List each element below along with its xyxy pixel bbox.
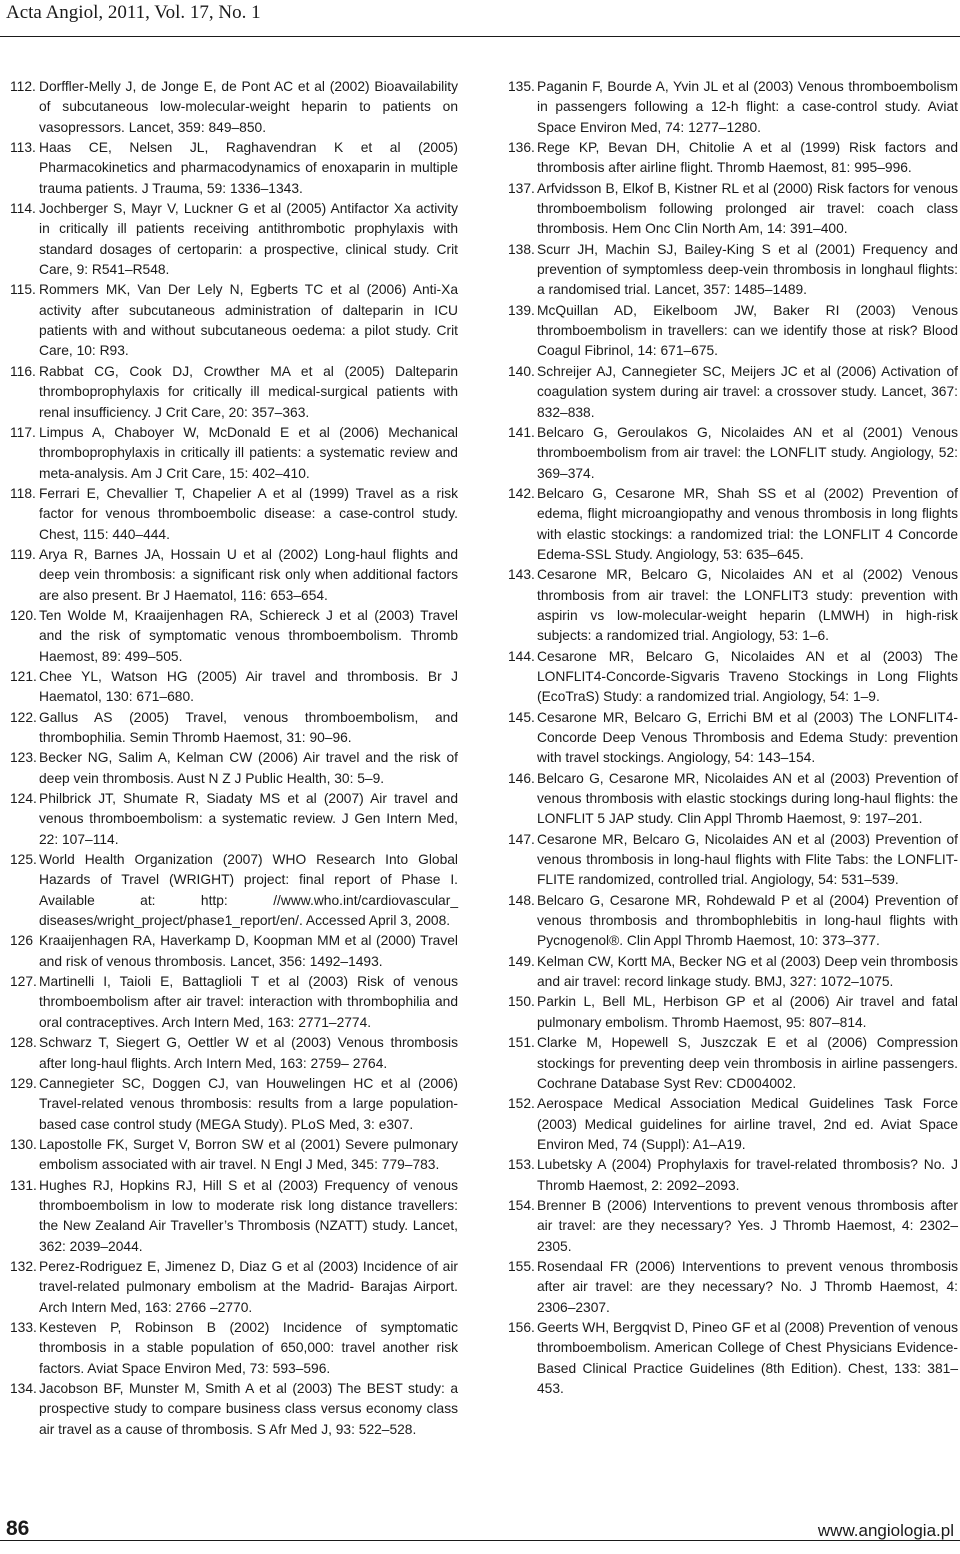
reference-text: Chee YL, Watson HG (2005) Air travel and thrombosis. Br J Haematol, 130: 671–680. — [39, 668, 458, 705]
reference-entry — [10, 667, 458, 708]
reference-number: 128. — [10, 1035, 37, 1051]
reference-text: Perez-Rodriguez E, Jimenez D, Diaz G et al (2003) Incidence of air travel-related pulmonary embolism at the Madrid- Barajas Airport. Arch Intern Med, 163: 2766 –2770. — [39, 1258, 458, 1315]
reference-entry — [508, 769, 958, 830]
reference-number: 132. — [10, 1258, 37, 1274]
reference-text: Schwarz T, Siegert G, Oettler W et al (2003) Venous thrombosis after long-haul flights. Arch Intern Med, 163: 2759– 2764. — [39, 1035, 458, 1071]
reference-entry — [10, 138, 458, 199]
reference-text: Scurr JH, Machin SJ, Bailey-King S et al (2001) Frequency and prevention of symptomless deep-vein thrombosis in longhaul flights: a randomised trial. Lancet, 357: 1485–1489. — [537, 241, 958, 298]
reference-entry — [508, 301, 958, 362]
reference-text: Brenner B (2006) Interventions to prevent venous thrombosis after air travel: are they necessary? Yes. J Thromb Haemost, 4: 2302–2305. — [537, 1197, 958, 1254]
reference-entry — [10, 77, 458, 138]
reference-text: World Health Organization (2007) WHO Research Into Global Hazards of Travel (WRIGHT) project: final report of Phase I. Available at: http: //www.who.int/cardiovascular_ diseases/wright_project/phase1_report/en/. Accessed April 3, 2008. — [39, 852, 458, 929]
reference-entry — [508, 830, 958, 891]
reference-text: Kelman CW, Kortt MA, Becker NG et al (2003) Deep vein thrombosis and air travel: record linkage study. BMJ, 327: 1072–1075. — [537, 953, 958, 990]
reference-text: Jochberger S, Mayr V, Luckner G et al (2005) Antifactor Xa activity in critically ill patients receiving antithrombotic prophylaxis with standard dosages of certoparin: a prospective, clinical study. Crit Care, 9: R541–R548. — [39, 201, 458, 278]
reference-text: Limpus A, Chaboyer W, McDonald E et al (2006) Mechanical thromboprophylaxis in critically ill patients: a systematic review and meta-analysis. Am J Crit Care, 15: 402–410. — [39, 424, 458, 481]
reference-number: 127. — [10, 974, 37, 990]
reference-entry — [508, 423, 958, 484]
running-title: Acta Angiol, 2011, Vol. 17, No. 1 — [6, 2, 261, 23]
page-number: 86 — [6, 1517, 30, 1540]
reference-number: 153. — [508, 1157, 535, 1173]
reference-entry — [10, 199, 458, 280]
footer-rule — [0, 1540, 960, 1541]
reference-entry — [10, 423, 458, 484]
reference-entry — [10, 850, 458, 931]
reference-text: Gallus AS (2005) Travel, venous thromboembolism, and thrombophilia. Semin Thromb Haemost, 31: 90–96. — [39, 709, 458, 745]
reference-text: Aerospace Medical Association Medical Guidelines Task Force (2003) Medical guidelines for airline travel, 2nd ed. Aviat Space Environ Med, 74 (Suppl): A1–A19. — [537, 1096, 958, 1152]
reference-number: 150. — [508, 994, 535, 1010]
reference-number: 124. — [10, 791, 37, 807]
reference-text: Paganin F, Bourde A, Yvin JL et al (2003) Venous thromboembolism in passengers following a 12-h flight: a case-control study. Aviat Space Environ Med, 74: 1277–1280. — [537, 79, 958, 135]
reference-number: 116. — [10, 363, 36, 379]
reference-number: 133. — [10, 1319, 37, 1335]
reference-text: Becker NG, Salim A, Kelman CW (2006) Air travel and the risk of deep vein thrombosis. Aust N Z J Public Health, 30: 5–9. — [39, 750, 458, 786]
reference-entry — [508, 891, 958, 952]
reference-number: 123. — [10, 750, 37, 766]
reference-number: 151. — [508, 1035, 535, 1051]
reference-entry — [10, 484, 458, 545]
reference-text: Cannegieter SC, Doggen CJ, van Houwelingen HC et al (2006) Travel-related venous thrombosis: results from a large population-based case control study (MEGA Study). PLoS Med, 3: e307. — [39, 1075, 458, 1132]
reference-text: Belcaro G, Cesarone MR, Shah SS et al (2002) Prevention of edema, flight microangiopathy and venous thrombosis in long flights with elastic stockings: a randomized trial: the LONFLIT 4 Concorde Edema-SSL Study. Angiology, 53: 635–645. — [537, 485, 958, 562]
reference-number: 149. — [508, 953, 535, 969]
reference-text: Philbrick JT, Shumate R, Siadaty MS et al (2007) Air travel and venous thromboembolism: a systematic review. J Gen Intern Med, 22: 107–114. — [39, 791, 458, 847]
reference-number: 112. — [10, 79, 36, 94]
reference-text: Belcaro G, Cesarone MR, Rohdewald P et al (2004) Prevention of venous thrombosis and thrombophlebitis in long-haul flights with Pycnogenol®. Clin Appl Thromb Haemost, 10: 373–377. — [537, 892, 958, 949]
reference-entry — [508, 484, 958, 565]
reference-text: Cesarone MR, Belcaro G, Nicolaides AN et al (2003) The LONFLIT4-Concorde-Sigvaris Traveno Stockings in Long Flights (EcoTraS) Study: a randomized trial. Angiology, 54: 1–9. — [537, 648, 958, 705]
reference-entry — [10, 708, 458, 749]
reference-entry — [10, 789, 458, 850]
reference-number: 155. — [508, 1258, 535, 1274]
reference-text: Cesarone MR, Belcaro G, Nicolaides AN et al (2003) Prevention of venous thrombosis in long-haul flights with Flite Tabs: the LONFLIT-FLITE randomized, controlled trial. Angiology, 54: 531–539. — [537, 831, 958, 888]
reference-text: Lubetsky A (2004) Prophylaxis for travel-related thrombosis? No. J Thromb Haemost, 2: 2092–2093. — [537, 1157, 958, 1193]
reference-text: Rommers MK, Van Der Lely N, Egberts TC et al (2006) Anti-Xa activity after subcutaneous administration of dalteparin in ICU patients with and without subcutaneous oedema: a pilot study. Crit Care, 10: R93. — [39, 282, 458, 359]
reference-text: Rabbat CG, Cook DJ, Crowther MA et al (2005) Dalteparin thromboprophylaxis for critically ill medical-surgical patients with renal insufficiency. J Crit Care, 20: 357–363. — [39, 363, 458, 420]
reference-entry — [10, 1257, 458, 1318]
reference-entry — [508, 1257, 958, 1318]
reference-text: McQuillan AD, Eikelboom JW, Baker RI (2003) Venous thromboembolism in travellers: can we identify those at risk? Blood Coagul Fibrinol, 14: 671–675. — [537, 302, 958, 359]
reference-text: Belcaro G, Geroulakos G, Nicolaides AN et al (2001) Venous thromboembolism from air travel: the LONFLIT study. Angiology, 52: 369–374. — [537, 424, 958, 481]
reference-number: 143. — [508, 567, 535, 583]
reference-entry — [508, 77, 958, 138]
reference-entry — [10, 1033, 458, 1074]
reference-entry — [10, 1318, 458, 1379]
reference-entry — [10, 1176, 458, 1257]
reference-number: 115. — [10, 282, 36, 298]
reference-number: 136. — [508, 140, 535, 156]
reference-entry — [10, 606, 458, 667]
reference-number: 140. — [508, 363, 535, 379]
reference-text: Kraaijenhagen RA, Haverkamp D, Koopman MM et al (2000) Travel and risk of venous thrombosis. Lancet, 356: 1492–1493. — [39, 933, 458, 969]
reference-number: 145. — [508, 709, 535, 725]
reference-entry — [10, 972, 458, 1033]
reference-entry — [508, 240, 958, 301]
reference-number: 113. — [10, 140, 36, 156]
reference-entry — [10, 280, 458, 361]
reference-text: Cesarone MR, Belcaro G, Nicolaides AN et al (2002) Venous thrombosis from air travel: the LONFLIT3 study: prevention with aspirin vs low-molecular-weight heparin (LMWH) in high-risk subjects: a randomized trial. Angiology, 53: 1–6. — [537, 567, 958, 644]
reference-text: Cesarone MR, Belcaro G, Errichi BM et al (2003) The LONFLIT4-Concorde Deep Venous Thrombosis and Edema Study: prevention with travel stockings. Angiology, 54: 143–154. — [537, 709, 958, 766]
reference-number: 117. — [10, 424, 36, 440]
reference-number: 125. — [10, 852, 37, 868]
reference-number: 126 — [10, 933, 34, 949]
reference-text: Geerts WH, Bergqvist D, Pineo GF et al (2008) Prevention of venous thromboembolism. American College of Chest Physicians Evidence-Based Clinical Practice Guidelines (8th Edition). Chest, 133: 381–453. — [537, 1319, 958, 1396]
reference-entry — [10, 362, 458, 423]
reference-number: 134. — [10, 1381, 37, 1396]
reference-entry — [508, 992, 958, 1033]
reference-entry — [508, 952, 958, 993]
reference-number: 148. — [508, 892, 535, 908]
reference-text: Rege KP, Bevan DH, Chitolie A et al (1999) Risk factors and thrombosis after airline flight. Thromb Haemost, 81: 995–996. — [537, 140, 958, 176]
reference-number: 119. — [10, 546, 36, 562]
reference-text: Parkin L, Bell ML, Herbison GP et al (2006) Air travel and fatal pulmonary embolism. Thromb Haemost, 95: 807–814. — [537, 994, 958, 1030]
reference-text: Clarke M, Hopewell S, Juszczak E et al (2006) Compression stockings for preventing deep vein thrombosis in airline passengers. Cochrane Database Syst Rev: CD004002. — [537, 1035, 958, 1091]
reference-number: 120. — [10, 607, 37, 623]
reference-text: Dorffler-Melly J, de Jonge E, de Pont AC et al (2002) Bioavailability of subcutaneous low-molecular-weight heparin to patients on vasopressors. Lancet, 359: 849–850. — [39, 79, 458, 135]
reference-entry — [508, 1155, 958, 1196]
reference-text: Kesteven P, Robinson B (2002) Incidence of symptomatic thrombosis in a stable population of 650,000: travel another risk factors. Aviat Space Environ Med, 73: 593–596. — [39, 1319, 458, 1376]
reference-number: 144. — [508, 648, 535, 664]
reference-number: 152. — [508, 1096, 535, 1112]
reference-entry — [10, 1379, 458, 1440]
reference-entry — [508, 647, 958, 708]
reference-number: 135. — [508, 79, 535, 94]
reference-entry — [508, 179, 958, 240]
reference-text: Arya R, Barnes JA, Hossain U et al (2002) Long-haul flights and deep vein thrombosis: a significant risk only when additional factors are also present. Br J Haematol, 116: 653–654. — [39, 546, 458, 603]
reference-number: 130. — [10, 1136, 37, 1152]
reference-text: Jacobson BF, Munster M, Smith A et al (2003) The BEST study: a prospective study to compare business class versus economy class air travel as a cause of thrombosis. S Afr Med J, 93: 522–528. — [39, 1381, 458, 1437]
reference-text: Hughes RJ, Hopkins RJ, Hill S et al (2003) Frequency of venous thromboembolism in low to moderate risk long distance travellers: the New Zealand Air Traveller’s Thrombosis (NZATT) study. Lancet, 362: 2039–2044. — [39, 1177, 458, 1254]
reference-text: Ten Wolde M, Kraaijenhagen RA, Schiereck J et al (2003) Travel and the risk of symptomatic venous thromboembolism. Thromb Haemost, 89: 499–505. — [39, 607, 458, 664]
reference-number: 146. — [508, 770, 535, 786]
reference-entry — [10, 931, 458, 972]
reference-entry — [10, 1135, 458, 1176]
reference-entry — [508, 138, 958, 179]
reference-number: 139. — [508, 302, 535, 318]
reference-number: 137. — [508, 180, 535, 196]
reference-number: 131. — [10, 1177, 37, 1193]
reference-number: 122. — [10, 709, 37, 725]
reference-entry — [508, 565, 958, 646]
reference-number: 121. — [10, 668, 37, 684]
reference-entry — [508, 362, 958, 423]
reference-number: 114. — [10, 201, 36, 217]
reference-entry — [10, 545, 458, 606]
reference-entry — [10, 1074, 458, 1135]
reference-text: Arfvidsson B, Elkof B, Kistner RL et al (2000) Risk factors for venous thromboembolism following prolonged air travel: coach class thrombosis. Hem Onc Clin North Am, 14: 391–400. — [537, 180, 958, 237]
reference-entry — [508, 708, 958, 769]
references-right-column — [508, 77, 958, 1399]
header-rule — [0, 36, 960, 37]
reference-number: 156. — [508, 1319, 535, 1335]
reference-number: 138. — [508, 241, 535, 257]
reference-entry — [508, 1318, 958, 1399]
reference-entry — [508, 1196, 958, 1257]
reference-entry — [10, 748, 458, 789]
reference-text: Ferrari E, Chevallier T, Chapelier A et al (1999) Travel as a risk factor for venous thromboembolic disease: a case-control study. Chest, 115: 440–444. — [39, 485, 458, 542]
reference-number: 118. — [10, 485, 36, 501]
reference-text: Haas CE, Nelsen JL, Raghavendran K et al (2005) Pharmacokinetics and pharmacodynamics of enoxaparin in multiple trauma patients. J Trauma, 59: 1336–1343. — [39, 140, 458, 196]
reference-text: Rosendaal FR (2006) Interventions to prevent venous thrombosis after air travel: are they necessary? No. J Thromb Haemost, 4: 2306–2307. — [537, 1258, 958, 1315]
reference-text: Lapostolle FK, Surget V, Borron SW et al (2001) Severe pulmonary embolism associated with air travel. N Engl J Med, 345: 779–783. — [39, 1136, 458, 1173]
reference-number: 129. — [10, 1075, 37, 1091]
reference-entry — [508, 1094, 958, 1155]
reference-entry — [508, 1033, 958, 1094]
reference-number: 147. — [508, 831, 535, 847]
reference-text: Schreijer AJ, Cannegieter SC, Meijers JC et al (2006) Activation of coagulation system during air travel: a crossover study. Lancet, 367: 832–838. — [537, 363, 958, 420]
reference-number: 154. — [508, 1197, 535, 1213]
references-left-column — [10, 77, 458, 1440]
journal-website: www.angiologia.pl — [817, 1521, 954, 1540]
reference-number: 141. — [508, 424, 535, 440]
reference-text: Belcaro G, Cesarone MR, Nicolaides AN et al (2003) Prevention of venous thrombosis with elastic stockings during long-haul flights: the LONFLIT 5 JAP study. Clin Appl Thromb Haemost, 9: 197–201. — [537, 770, 958, 827]
reference-number: 142. — [508, 485, 535, 501]
reference-text: Martinelli I, Taioli E, Battaglioli T et al (2003) Risk of venous thromboembolism after air travel: interaction with thrombophilia and oral contraceptives. Arch Intern Med, 163: 2771–2774. — [39, 974, 458, 1030]
